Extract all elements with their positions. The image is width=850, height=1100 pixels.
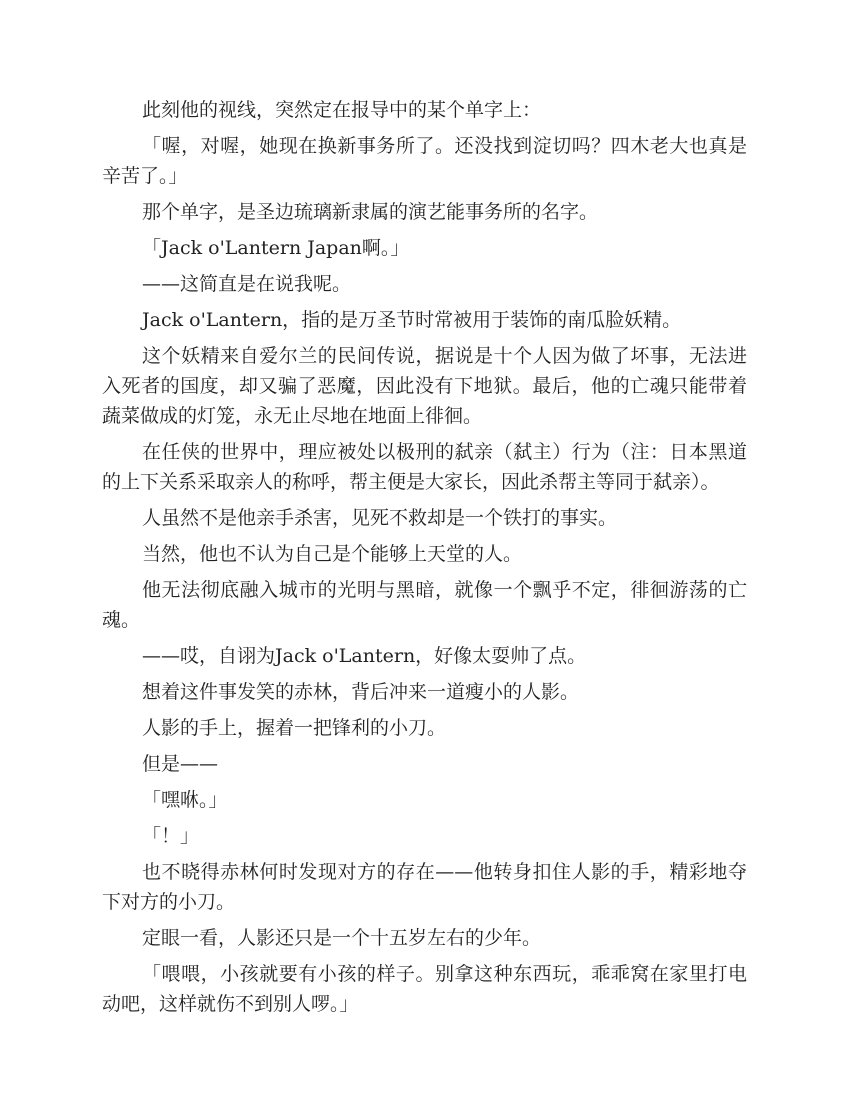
paragraph: 定眼一看，人影还只是一个十五岁左右的少年。 — [142, 927, 542, 949]
paragraph: ——哎，自诩为Jack o'Lantern，好像太耍帅了点。 — [142, 645, 587, 667]
paragraph: Jack o'Lantern，指的是万圣节时常被用于装饰的南瓜脸妖精。 — [142, 309, 682, 331]
paragraph: 他无法彻底融入城市的光明与黑暗，就像一个飘乎不定，徘徊游荡的亡魂。 — [102, 579, 747, 631]
paragraph: ——这简直是在说我呢。 — [142, 273, 352, 295]
paragraph: 但是—— — [142, 753, 219, 775]
paragraph: 当然，他也不认为自己是个能够上天堂的人。 — [142, 543, 523, 565]
paragraph: 这个妖精来自爱尔兰的民间传说，据说是十个人因为做了坏事，无法进入死者的国度，却又骗了恶魔，因此没有下地狱。最后，他的亡魂只能带着蔬菜做成的灯笼，永无止尽地在地面上徘徊。 — [102, 345, 747, 427]
paragraph: 人虽然不是他亲手杀害，见死不救却是一个铁打的事实。 — [142, 507, 618, 529]
paragraph: 此刻他的视线，突然定在报导中的某个单字上： — [142, 99, 542, 121]
paragraph: 也不晓得赤林何时发现对方的存在——他转身扣住人影的手，精彩地夺下对方的小刀。 — [102, 861, 747, 913]
paragraph: 想着这件事发笑的赤林，背后冲来一道瘦小的人影。 — [142, 681, 580, 703]
paragraph: 「！」 — [142, 825, 200, 847]
paragraph: 「嘿咻。」 — [142, 789, 228, 811]
paragraph: 「喔，对喔，她现在换新事务所了。还没找到淀切吗？四木老大也真是辛苦了。」 — [102, 135, 747, 187]
paragraph: 「Jack o'Lantern Japan啊。」 — [142, 237, 410, 259]
paragraph: 「喂喂，小孩就要有小孩的样子。别拿这种东西玩，乖乖窝在家里打电动吧，这样就伤不到别人啰。」 — [102, 963, 747, 1015]
paragraph: 在任侠的世界中，理应被处以极刑的弑亲（弑主）行为（注：日本黑道的上下关系采取亲人的称呼，帮主便是大家长，因此杀帮主等同于弑亲）。 — [102, 441, 747, 493]
paragraph: 人影的手上，握着一把锋利的小刀。 — [142, 717, 447, 739]
paragraph: 那个单字，是圣边琉璃新隶属的演艺能事务所的名字。 — [142, 201, 599, 223]
